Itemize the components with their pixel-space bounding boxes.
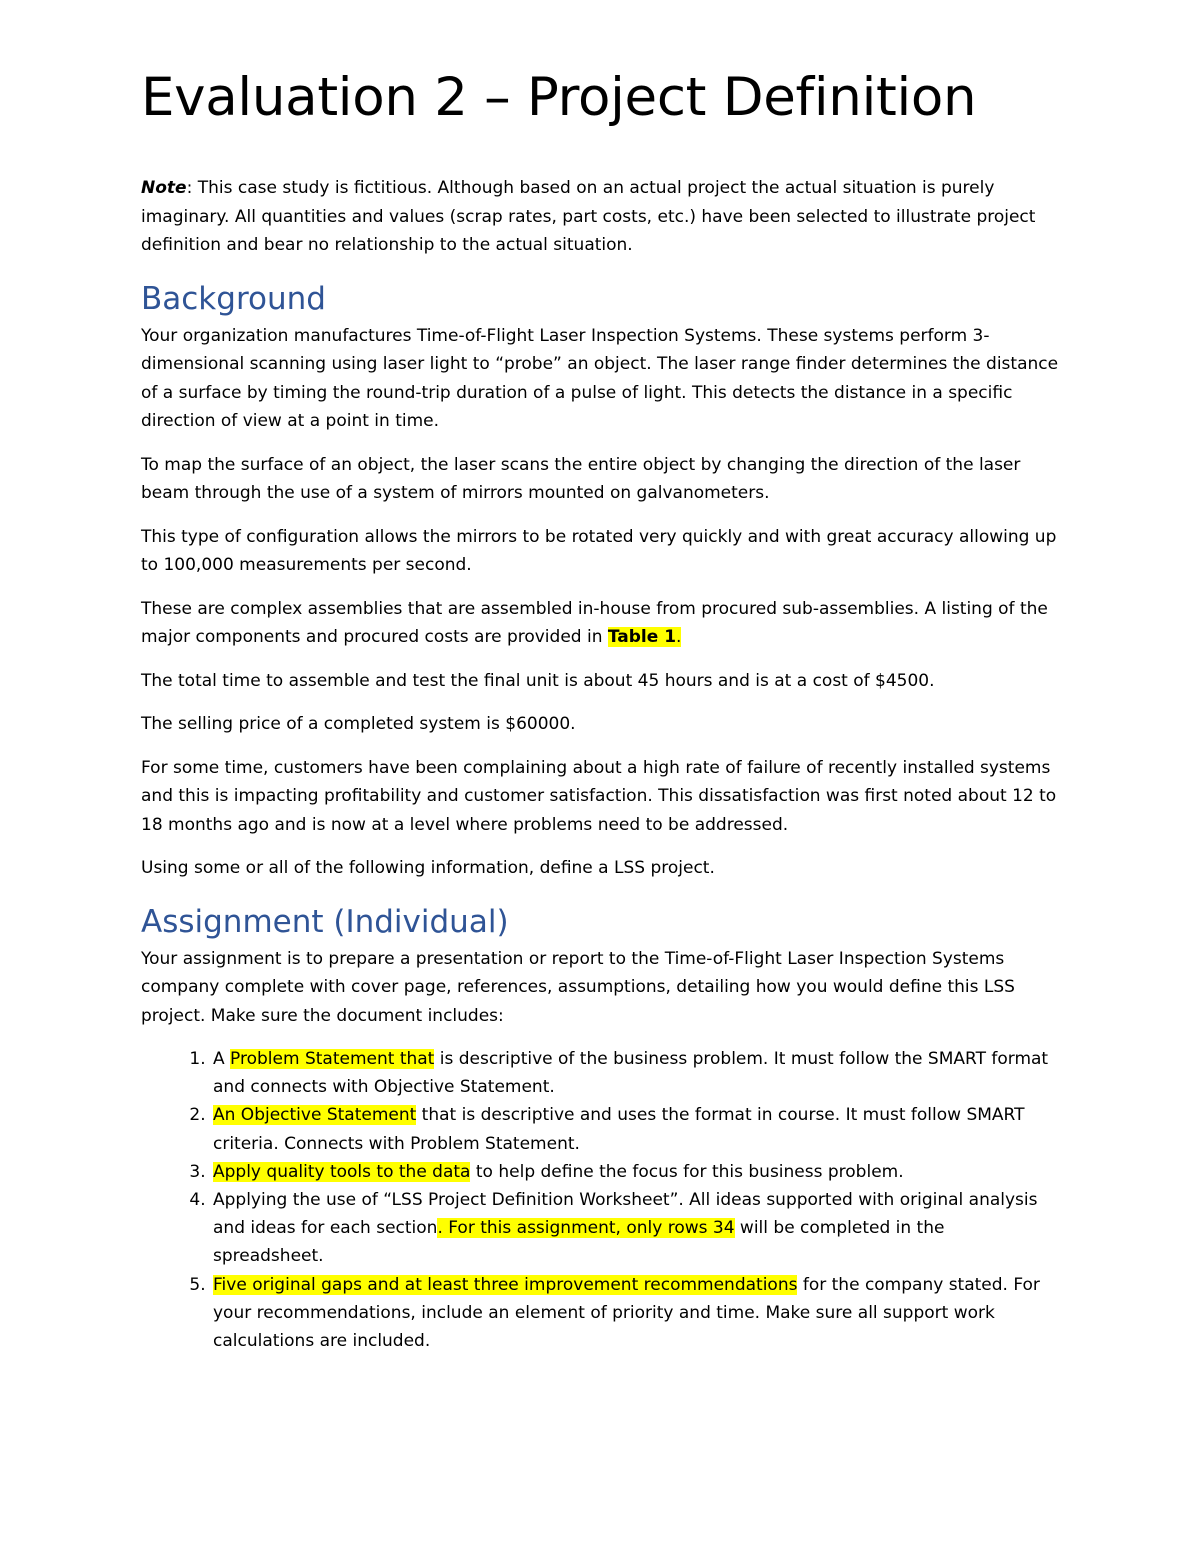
note-colon: : (186, 178, 193, 198)
item-text: that is descriptive and uses the format in course. It must follow SMART criteria. Connects with Problem Statement. (213, 1105, 1025, 1154)
background-paragraph-4 (141, 595, 1060, 652)
list-item (211, 1101, 1060, 1157)
item-text: to help define the focus for this business problem. (470, 1161, 904, 1182)
background-paragraph-3: This type of configuration allows the mirrors to be rotated very quickly and with great accuracy allowing up to 100,000 measurements per second. (141, 526, 1057, 575)
note-label: Note (141, 178, 187, 198)
list-item (211, 1271, 1060, 1356)
paragraph-4-text: These are complex assemblies that are assembled in-house from procured sub-assemblies. A listing of the major components and procured costs are provided in (141, 598, 1048, 647)
list-item (211, 1045, 1060, 1101)
paragraph-4-period: . (676, 627, 682, 647)
list-item (211, 1186, 1060, 1271)
table-1-reference: Table 1 (607, 627, 677, 647)
item-highlight: . For this assignment, only rows 34 (437, 1218, 735, 1239)
item-highlight: Problem Statement that (230, 1049, 435, 1069)
item-text: Applying the use of “LSS Project Definition Worksheet”. All ideas supported with original analysis and ideas for each section (213, 1190, 1038, 1239)
note-paragraph (141, 174, 1060, 260)
item-text: A (213, 1049, 231, 1069)
background-paragraph-6: The selling price of a completed system is $60000. (141, 714, 576, 734)
background-paragraph-2: To map the surface of an object, the laser scans the entire object by changing the direction of the laser beam through the use of a system of mirrors mounted on galvanometers. (141, 454, 1021, 503)
item-highlight: Five original gaps and at least three improvement recommendations (213, 1274, 798, 1295)
background-paragraph-7: For some time, customers have been complaining about a high rate of failure of recently installed systems and this is impacting profitability and customer satisfaction. This dissatisfaction was first noted about 12 to 18 months ago and is now at a level where problems need to be addressed. (141, 757, 1057, 835)
assignment-intro: Your assignment is to prepare a presentation or report to the Time-of-Flight Laser Inspection Systems company complete with cover page, references, assumptions, detailing how you would define this LSS project. Make sure the document includes: (141, 948, 1015, 1026)
item-text: for the company stated. For your recommendations, include an element of priority and time. Make sure all support work calculations are included. (213, 1274, 1040, 1352)
background-paragraph-8: Using some or all of the following information, define a LSS project. (141, 858, 715, 878)
item-highlight: An Objective Statement (213, 1105, 417, 1126)
background-paragraph-5: The total time to assemble and test the final unit is about 45 hours and is at a cost of $4500. (141, 670, 935, 691)
requirements-list (141, 1045, 1060, 1355)
item-text: is descriptive of the business problem. It must follow the SMART format and connects with Objective Statement. (213, 1049, 1049, 1098)
background-heading: Background (141, 280, 326, 317)
assignment-heading: Assignment (Individual) (141, 903, 509, 940)
document-title: Evaluation 2 – Project Definition (141, 67, 977, 128)
note-text: This case study is fictitious. Although based on an actual project the actual situation is purely imaginary. All quantities and values (scrap rates, part costs, etc.) have been selected to illustrate project definition and bear no relationship to the actual situation. (141, 178, 1036, 255)
list-item (211, 1158, 1060, 1186)
item-text: will be completed in the spreadsheet. (213, 1218, 945, 1267)
background-paragraph-1: Your organization manufactures Time-of-Flight Laser Inspection Systems. These systems perform 3-dimensional scanning using laser light to “probe” an object. The laser range finder determines the distance of a surface by timing the round-trip duration of a pulse of light. This detects the distance in a specific direction of view at a point in time. (141, 325, 1059, 431)
item-highlight: Apply quality tools to the data (213, 1161, 471, 1182)
